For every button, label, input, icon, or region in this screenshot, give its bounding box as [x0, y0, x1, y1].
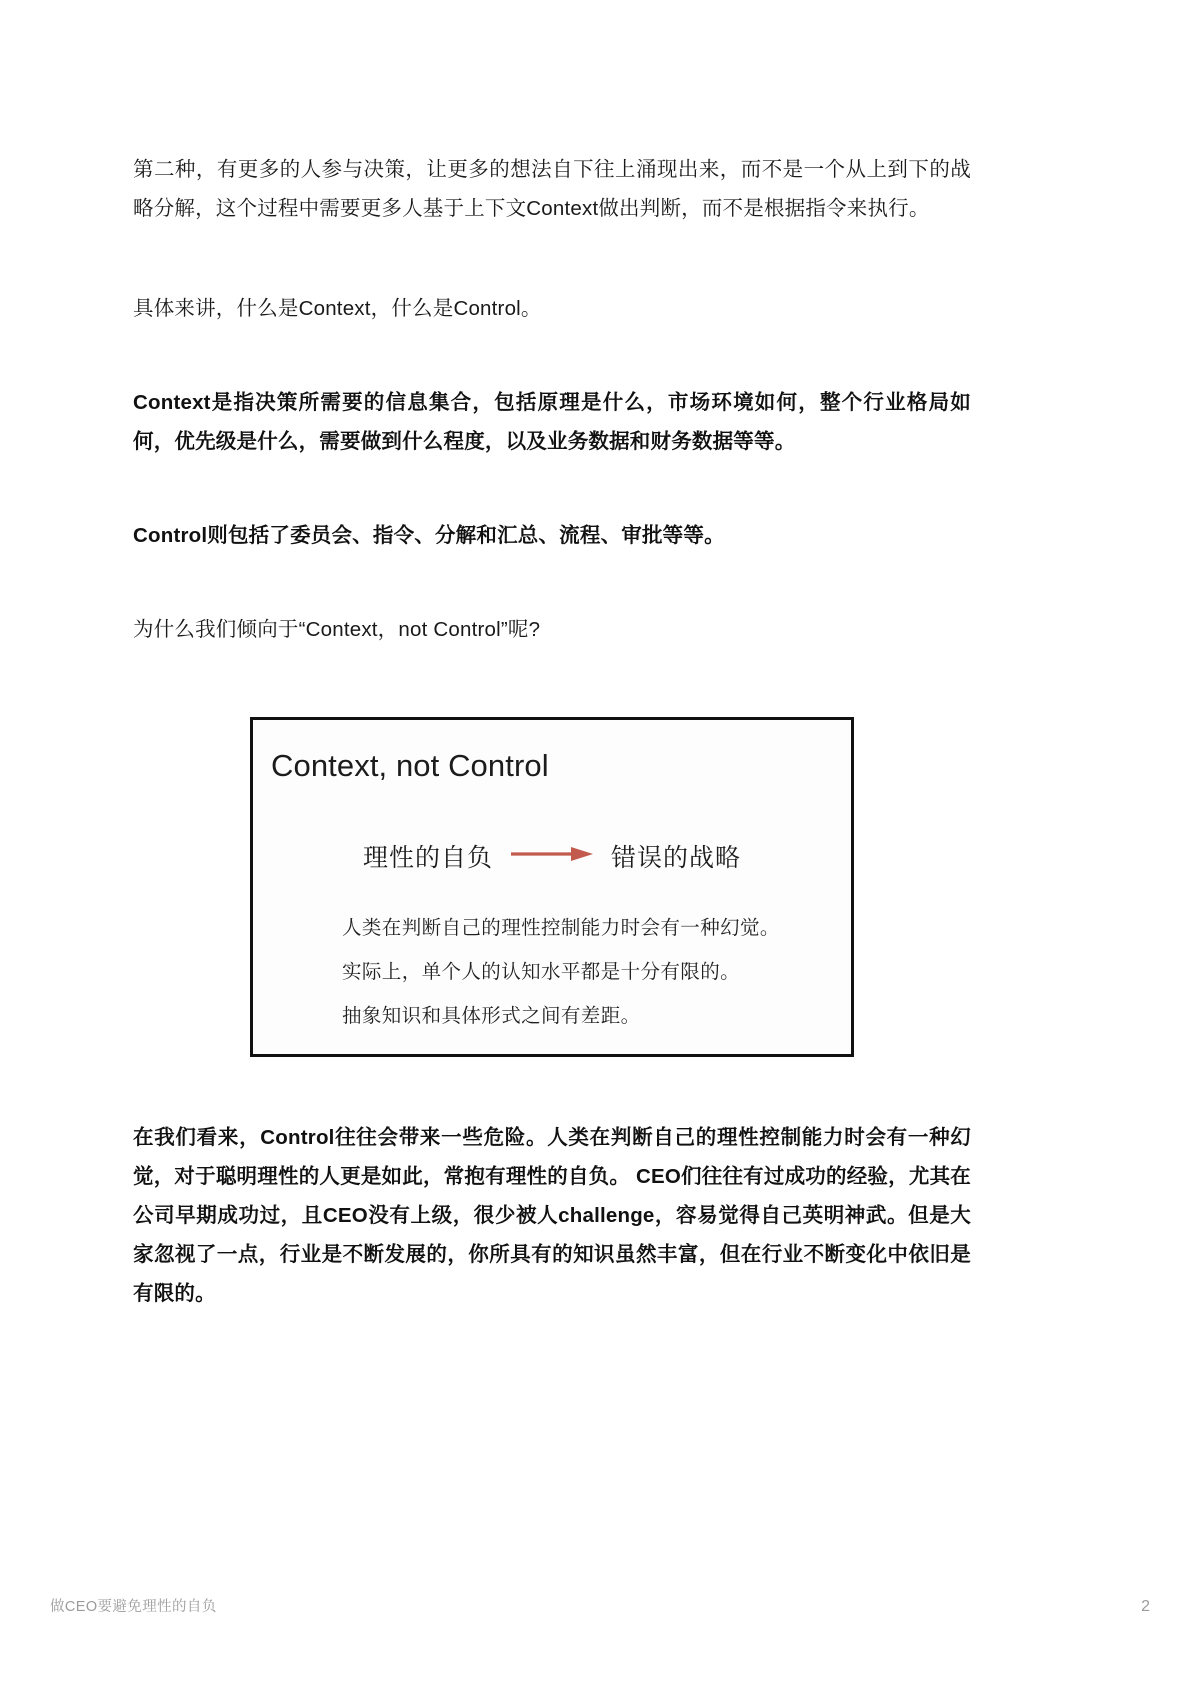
page-content	[133, 150, 971, 1313]
paragraph-3-context-definition: Context是指决策所需要的信息集合，包括原理是什么，市场环境如何，整个行业格局如何，优先级是什么，需要做到什么程度，以及业务数据和财务数据等等。	[133, 391, 971, 453]
slide-image	[250, 717, 854, 1057]
spacer	[133, 228, 971, 289]
page-footer	[50, 1595, 1150, 1616]
paragraph-2: 具体来讲，什么是Context，什么是Control。	[133, 297, 542, 320]
spacer	[133, 555, 971, 610]
paragraph-1: 第二种，有更多的人参与决策，让更多的想法自下往上涌现出来，而不是一个从上到下的战略分解，这个过程中需要更多人基于上下文Context做出判断，而不是根据指令来执行。	[133, 158, 971, 220]
slide-line-2: 实际上，单个人的认知水平都是十分有限的。	[342, 961, 741, 983]
right-arrow-icon	[509, 844, 595, 869]
spacer	[133, 461, 971, 516]
slide-line-3: 抽象知识和具体形式之间有差距。	[342, 1005, 641, 1027]
footer-title: 做CEO要避免理性的自负	[50, 1599, 217, 1615]
slide-title: Context, not Control	[271, 748, 549, 783]
paragraph-5-question: 为什么我们倾向于“Context，not Control”呢?	[133, 618, 541, 641]
arrow-left-label: 理性的自负	[362, 844, 493, 872]
slide-bullet-lines	[253, 906, 851, 1038]
arrow-right-label: 错误的战略	[611, 844, 742, 872]
spacer	[133, 1057, 971, 1118]
slide-arrow-row	[253, 838, 851, 874]
spacer	[133, 328, 971, 383]
slide-line-1: 人类在判断自己的理性控制能力时会有一种幻觉。	[342, 917, 780, 939]
paragraph-4-control-definition: Control则包括了委员会、指令、分解和汇总、流程、审批等等。	[133, 524, 725, 547]
page-number: 2	[1141, 1598, 1150, 1615]
paragraph-6-danger-of-control: 在我们看来，Control往往会带来一些危险。人类在判断自己的理性控制能力时会有一种幻觉，对于聪明理性的人更是如此，常抱有理性的自负。 CEO们往往有过成功的经验，尤其在公司早期成功过，且CEO没有上级，很少被人challenge，容易觉得自己英明神武。但是大家忽视了一点，行业是不断发展的，你所具有的知识虽然丰富，但在行业不断变化中依旧是有限的。	[133, 1126, 971, 1305]
figure-container	[133, 717, 971, 1057]
